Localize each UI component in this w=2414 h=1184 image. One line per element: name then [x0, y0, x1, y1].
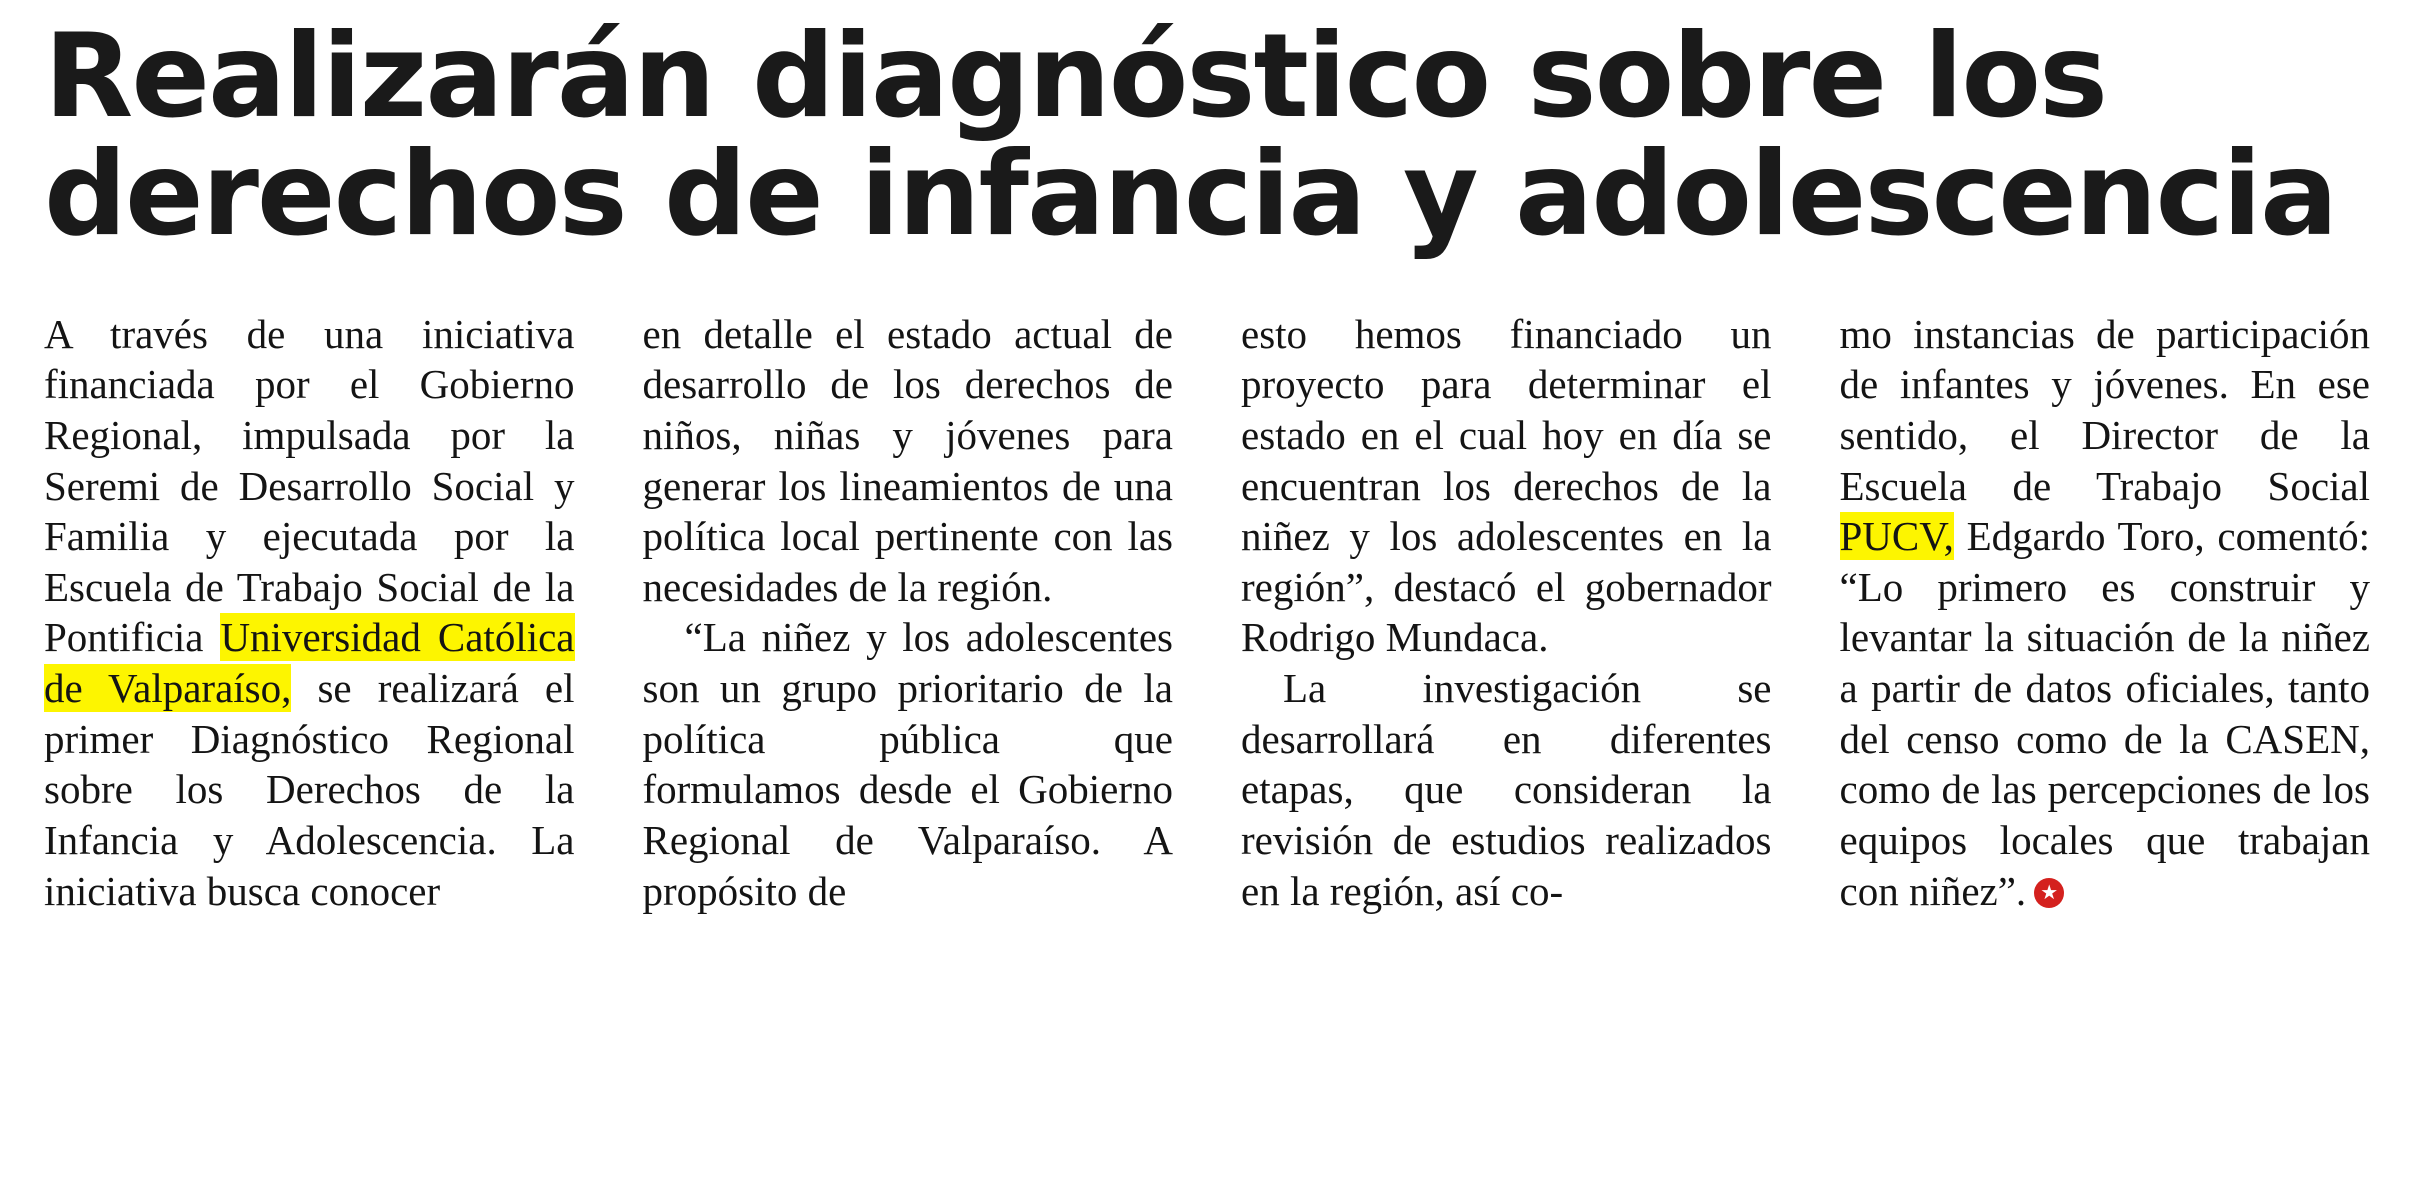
- paragraph-text: “La niñez y los adolescentes son un grupo prioritario de la política pública que formulamos desde el Gobierno Regional de Valparaíso. A propósito de: [642, 614, 1173, 914]
- article-paragraph: [1241, 309, 1772, 663]
- article-paragraph: [643, 612, 1174, 916]
- article-paragraph: [44, 309, 575, 917]
- article-column-1: [44, 309, 575, 917]
- end-of-article-icon: [2034, 878, 2064, 908]
- page-title: [44, 9, 2374, 263]
- highlighted-text: PUCV,: [1839, 513, 1954, 560]
- headline-line-1: Realizarán diagnóstico sobre los: [44, 9, 2107, 144]
- highlighted-text: Universidad Católica de Valparaíso,: [44, 614, 575, 711]
- paragraph-text: La investigación se desarrollará en diferentes etapas, que consideran la revisión de estudios realizados en la región, así co-: [1241, 665, 1772, 914]
- paragraph-text: mo instancias de participación de infantes y jóvenes. En ese sentido, el Director de la Escuela de Trabajo Social: [1839, 310, 2370, 509]
- paragraph-text: se realizará el primer Diagnóstico Regional sobre los Derechos de la Infancia y Adolescencia. La iniciativa busca conocer: [44, 665, 575, 914]
- article-paragraph: [643, 309, 1174, 613]
- article-paragraph: [1840, 309, 2371, 917]
- article-column-3: [1241, 309, 1772, 917]
- paragraph-text: en detalle el estado actual de desarrollo de los derechos de niños, niñas y jóvenes para generar los lineamientos de una política local pertinente con las necesidades de la región.: [642, 310, 1173, 610]
- paragraph-text: esto hemos financiado un proyecto para determinar el estado en el cual hoy en día se encuentran los derechos de la niñez y los adolescentes en la región”, destacó el gobernador Rodrigo Mundaca.: [1241, 310, 1772, 661]
- article-body: [44, 309, 2370, 917]
- headline-line-2: derechos de infancia y adolescencia: [44, 127, 2337, 263]
- article-paragraph: [1241, 663, 1772, 916]
- article-column-2: [643, 309, 1174, 917]
- paragraph-text: Edgardo Toro, comentó: “Lo primero es construir y levantar la situación de la niñez a partir de datos oficiales, tanto del censo como de la CASEN, como de las percepciones de los equipos locales que trabajan con niñez”.: [1839, 513, 2370, 914]
- article-column-4: [1840, 309, 2371, 917]
- paragraph-text: A través de una iniciativa financiada por el Gobierno Regional, impulsada por la Seremi de Desarrollo Social y Familia y ejecutada por la Escuela de Trabajo Social de la Pontificia: [44, 310, 575, 661]
